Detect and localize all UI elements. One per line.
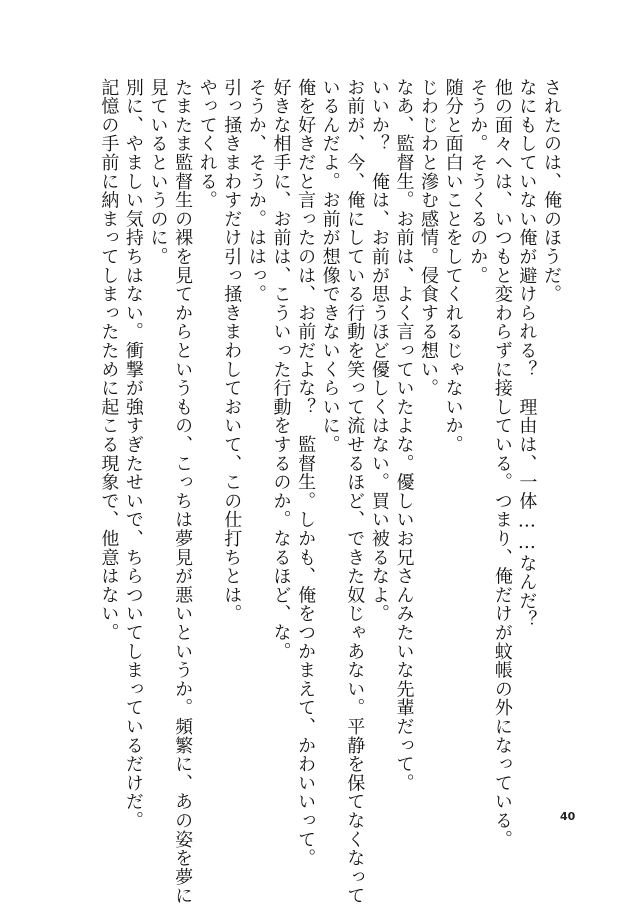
text-line: 随分と面白いことをしてくれるじゃないか。 bbox=[442, 78, 464, 454]
text-line: されたのは、俺のほうだ。 bbox=[541, 78, 562, 304]
text-line: 俺を好きだと言ったのは、お前だよな？ 監督生。しかも、俺をつかまえて、かわいいって。 bbox=[295, 78, 317, 868]
text-line: なにもしていない俺が避けられる？ 理由は、一体……なんだ？ bbox=[516, 78, 538, 630]
text-line: やってくれる。 bbox=[196, 78, 218, 210]
vertical-text-block bbox=[83, 78, 563, 905]
text-line: そうか。そうくるのか。 bbox=[467, 78, 489, 285]
text-line: 他の面々へは、いつもと変わらずに接している。つまり、俺だけが蚊帳の外になっている。 bbox=[491, 78, 513, 849]
text-line: 引っ掻きまわすだけ引っ掻きまわしておいて、この仕打ちとは。 bbox=[221, 78, 243, 624]
text-line: 別に、やましい気持ちはない。衝撃が強すぎたせいで、ちらついてしまっているだけだ。 bbox=[122, 78, 144, 830]
text-line: なあ、監督生。お前は、よく言っていたよな。優しいお兄さんみたいな先輩だって。 bbox=[393, 78, 415, 793]
text-line: たまたま監督生の裸を見てからというもの、こっちは夢見が悪いというか。頻繁に、あの姿を夢に bbox=[172, 78, 194, 905]
text-line: 見ているというのに。 bbox=[147, 78, 169, 266]
page-number: 40 bbox=[560, 810, 576, 823]
text-line: 好きな相手に、お前は、こういった行動をするのか。なるほど、な。 bbox=[270, 78, 292, 661]
text-line: いいか？ 俺は、お前が思うほど優しくはない。買い被るなよ。 bbox=[368, 78, 390, 624]
text-line: じわじわと滲む感情。侵食する想い。 bbox=[418, 78, 440, 398]
text-line: いるんだよ。お前が想像できないくらいに。 bbox=[319, 78, 341, 454]
text-line: お前が、今、俺にしている行動を笑って流せるほど、できた奴じゃあない。平静を保てなくなって bbox=[344, 78, 366, 905]
text-line: 記憶の手前に納まってしまったために起こる現象で、他意はない。 bbox=[98, 78, 120, 642]
text-line: そうか、そうか。ははっ。 bbox=[245, 78, 267, 304]
